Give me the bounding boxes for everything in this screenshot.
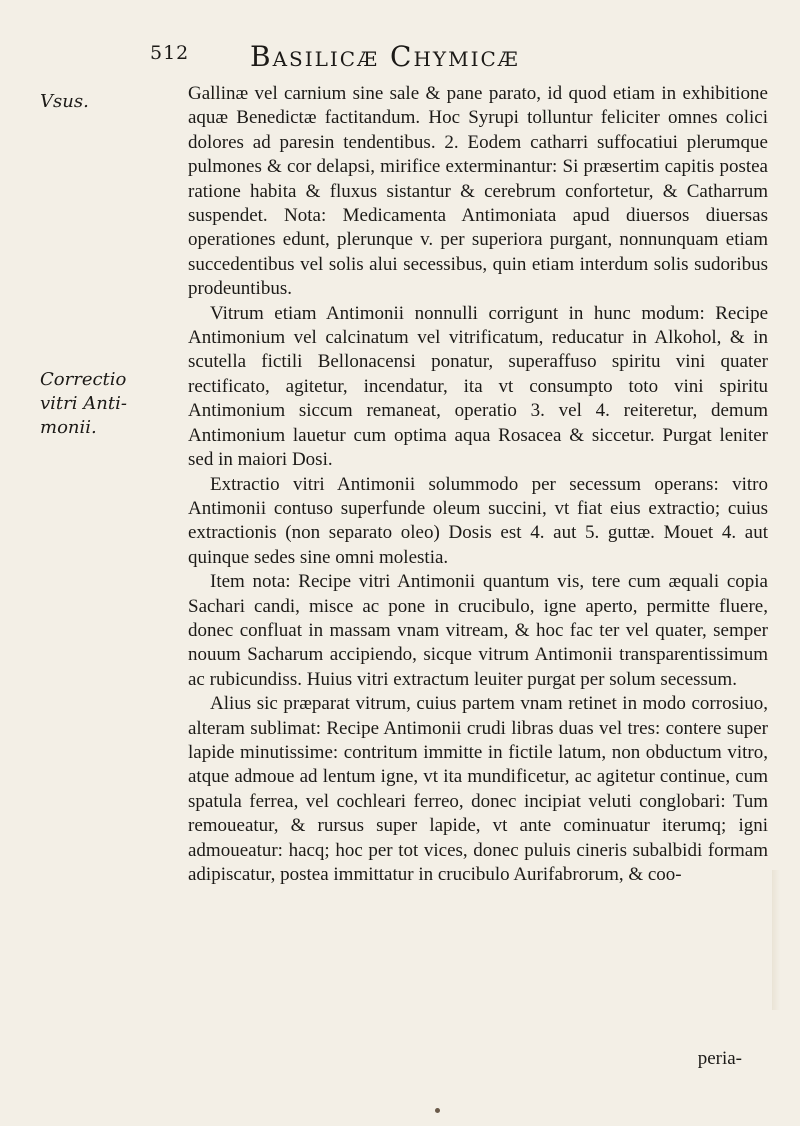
catchword: peria- bbox=[697, 1048, 742, 1069]
body-text bbox=[188, 82, 768, 887]
page-number: 512 bbox=[150, 42, 190, 64]
page-header bbox=[150, 40, 710, 73]
paragraph: Item nota: Recipe vitri Antimonii quantum vis, tere cum æquali copia Sachari candi, misce ac pone in crucibulo, igne aperto, permitte fluere, donec confluat in massam vnam vitream, & hoc fac ter vel quater, semper nouum Sacharum accipiendo, sicque vitrum Antimonii transparentissimum ac rubicundiss. Huius vitri extractum leuiter purgat per solum secessum. bbox=[188, 571, 768, 690]
paragraph: Vitrum etiam Antimonii nonnulli corrigunt in hunc modum: Recipe Antimonium vel calcinatum vel vitrificatum, reducatur in Alkohol, & in scutella fictili Bellonacensi ponatur, superaffuso spiritu vini quater rectificato, agitetur, incendatur, ita vt consumpto toto vini spiritu Antimonium siccum remaneat, operatio 3. vel 4. reiteretur, demum Antimonium lauetur cum optima aqua Rosacea & siccetur. Purgat leniter sed in maiori Dosi. bbox=[188, 302, 768, 471]
paper-stain bbox=[772, 870, 780, 1010]
margin-note-usus bbox=[40, 90, 89, 114]
margin-note-correctio bbox=[40, 368, 127, 440]
margin-note-line: Correctio bbox=[40, 369, 127, 390]
margin-note-line: monii. bbox=[40, 417, 97, 438]
margin-note-line: Vsus. bbox=[40, 91, 89, 112]
running-head: Basilicæ Chymicæ bbox=[250, 40, 520, 73]
ink-mark bbox=[435, 1108, 440, 1113]
paragraph: Alius sic præparat vitrum, cuius partem vnam retinet in modo corrosiuo, alteram sublimat: Recipe Antimonii crudi libras duas vel tres: contere super lapide minutissime: contritum immitte in fictile latum, non obductum vitro, atque admoue ad lentum igne, vt ita mundificetur, ac agitetur continue, cum spatula ferrea, vel cochleari ferreo, donec incipiat veluti conglobari: Tum remoueatur, & rursus super lapide, vt ante cominuatur iterumq; igni admoueatur: hacq; hoc per tot vices, donec puluis cineris subalbidi formam adipiscatur, postea immittatur in crucibulo Aurifabrorum, & coo- bbox=[188, 693, 768, 885]
paragraph: Gallinæ vel carnium sine sale & pane parato, id quod etiam in exhibitione aquæ Benedictæ factitandum. Hoc Syrupi tolluntur feliciter omnes colici dolores ad paresin tendentibus. 2. Eodem catharri suffocatiui plerumque pulmones & cor delapsi, mirifice exterminantur: Si præsertim capitis postea ratione habita & fluxus sistantur & cerebrum confortetur, & Catharrum suspendet. Nota: Medicamenta Antimoniata apud diuersos diuersas operationes edunt, plerunque v. per superiora purgant, nonnunquam etiam succedentibus vel solis alui secessibus, quin etiam interdum solis sudoribus prodeuntibus. bbox=[188, 83, 768, 300]
paragraph: Extractio vitri Antimonii solummodo per secessum operans: vitro Antimonii contuso superfunde oleum succini, vt fiat eius extractio; cuius extractionis (non separato oleo) Dosis est 4. aut 5. guttæ. Mouet 4. aut quinque sedes sine omni molestia. bbox=[188, 473, 768, 568]
margin-note-line: vitri Anti- bbox=[40, 393, 127, 414]
